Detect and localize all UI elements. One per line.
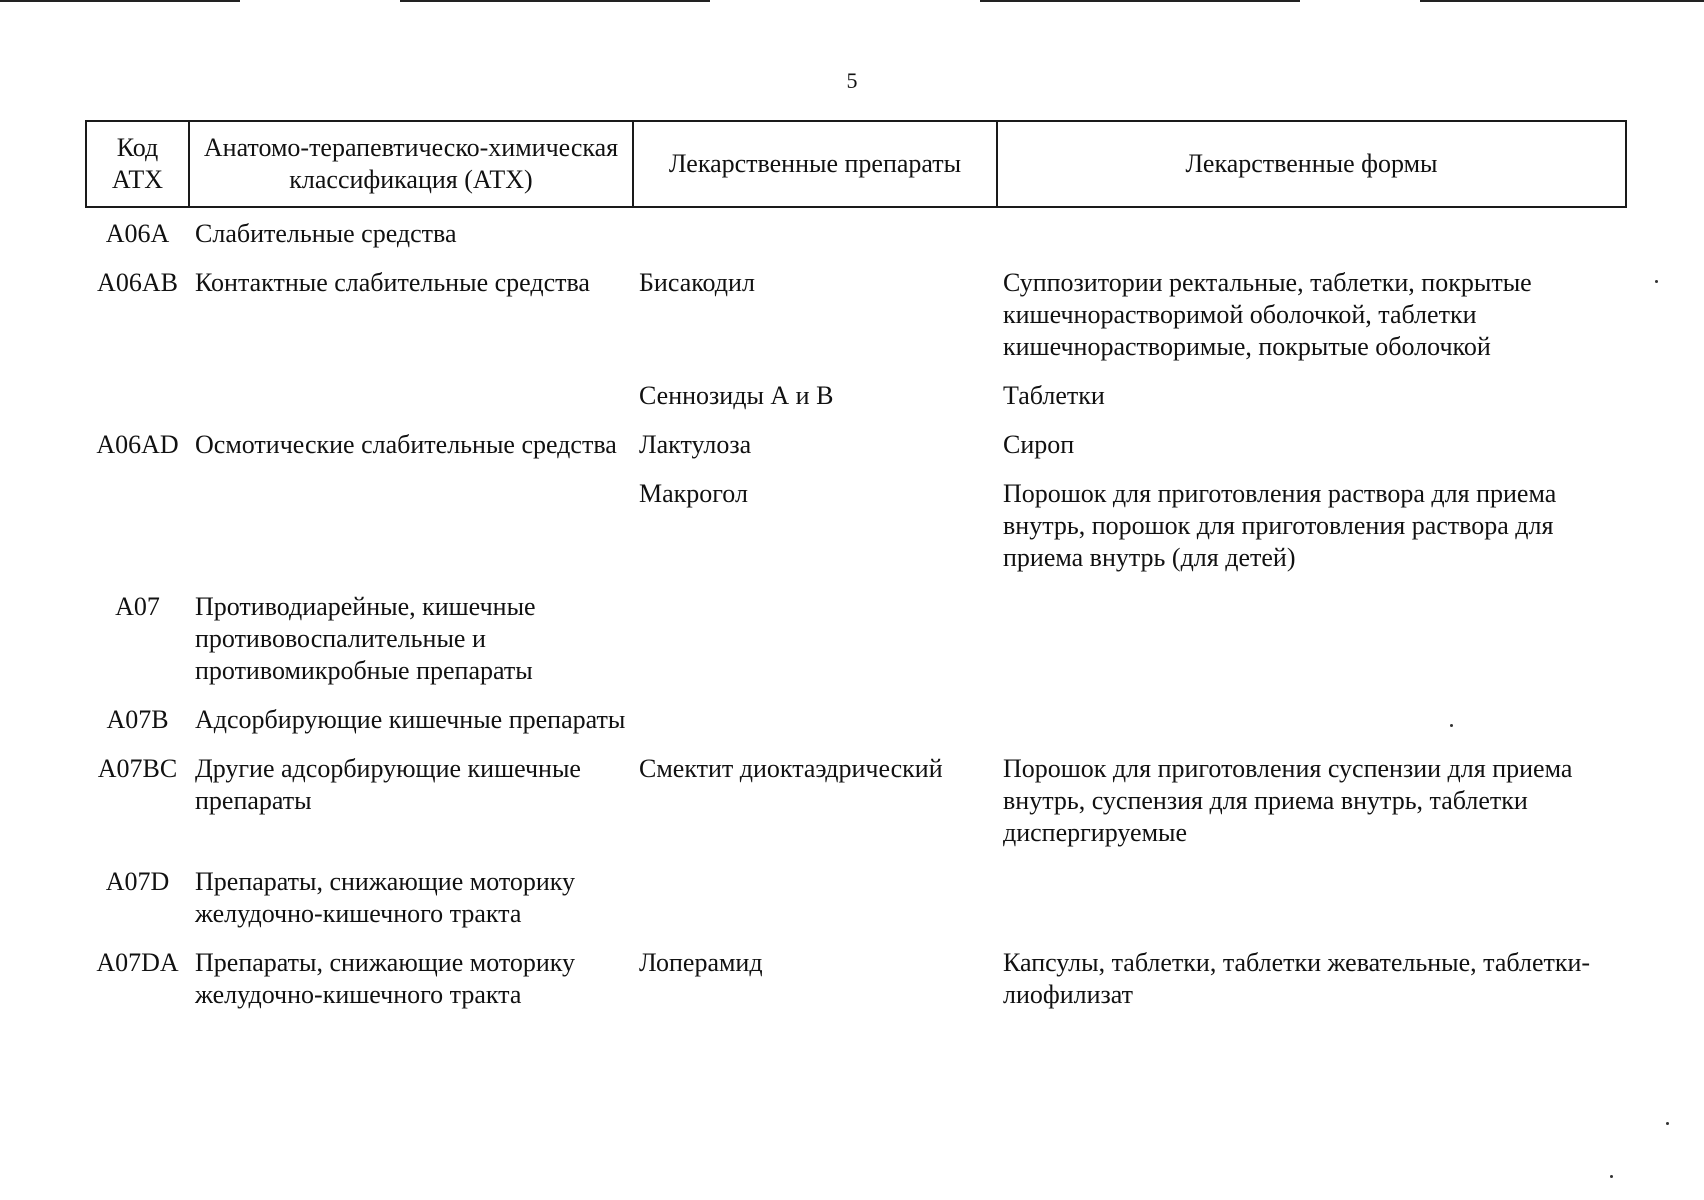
table-row (86, 866, 1626, 947)
cell-form (997, 207, 1626, 267)
cell-drug: Бисакодил (639, 268, 755, 297)
cell-classification: Препараты, снижающие моторику желудочно-кишечного тракта (195, 867, 576, 928)
cell-classification (189, 380, 633, 429)
atx-table (85, 120, 1627, 1028)
scan-speck (1655, 280, 1658, 283)
cell-code: A07DA (96, 948, 179, 977)
cell-form (997, 704, 1626, 753)
header-code: Код АТХ (86, 121, 189, 207)
cell-drug (633, 207, 997, 267)
scan-top-rule (0, 0, 240, 2)
cell-drug: Сеннозиды А и В (639, 381, 834, 410)
cell-classification (189, 478, 633, 591)
cell-code (86, 478, 189, 591)
scan-speck (1610, 1175, 1613, 1178)
cell-drug: Смектит диоктаэдрический (639, 754, 943, 783)
cell-form: Порошок для приготовления суспензии для приема внутрь, суспензия для приема внутрь, таблетки диспергируемые (1003, 754, 1573, 847)
scan-speck (1666, 1122, 1669, 1125)
cell-code: A06AB (97, 268, 178, 297)
cell-drug (633, 866, 997, 947)
table-row (86, 207, 1626, 267)
table-row (86, 478, 1626, 591)
table-row (86, 267, 1626, 380)
header-drugs: Лекарственные препараты (633, 121, 997, 207)
cell-form (997, 591, 1626, 704)
cell-drug (633, 704, 997, 753)
table-row (86, 753, 1626, 866)
table-row (86, 380, 1626, 429)
cell-code: A07 (115, 592, 160, 621)
cell-drug: Макрогол (639, 479, 748, 508)
cell-code: A07BC (97, 754, 178, 783)
cell-form (997, 866, 1626, 947)
cell-code (86, 380, 189, 429)
cell-form: Суппозитории ректальные, таблетки, покрытые кишечнорастворимой оболочкой, таблетки кишечнорастворимые, покрытые оболочкой (1003, 268, 1532, 361)
header-forms: Лекарственные формы (997, 121, 1626, 207)
cell-classification: Слабительные средства (195, 219, 457, 248)
cell-classification: Противодиарейные, кишечные противовоспалительные и противомикробные препараты (195, 592, 536, 685)
cell-form: Сироп (1003, 430, 1075, 459)
cell-classification: Другие адсорбирующие кишечные препараты (195, 754, 581, 815)
cell-form: Таблетки (1003, 381, 1105, 410)
cell-classification: Осмотические слабительные средства (195, 430, 617, 459)
header-classification: Анатомо-терапевтическо-химическая классификация (АТХ) (189, 121, 633, 207)
cell-classification: Адсорбирующие кишечные препараты (195, 705, 626, 734)
cell-classification: Контактные слабительные средства (195, 268, 590, 297)
cell-drug: Лоперамид (639, 948, 763, 977)
table-row (86, 947, 1626, 1028)
cell-drug: Лактулоза (639, 430, 752, 459)
table-row (86, 704, 1626, 753)
cell-classification: Препараты, снижающие моторику желудочно-кишечного тракта (195, 948, 576, 1009)
scan-top-rule (1420, 0, 1704, 2)
cell-code: A07B (106, 705, 169, 734)
cell-drug (633, 591, 997, 704)
cell-form: Порошок для приготовления раствора для приема внутрь, порошок для приготовления раствора для приема внутрь (для детей) (1003, 479, 1557, 572)
page-number: 5 (846, 68, 858, 93)
cell-code: A06AD (96, 430, 179, 459)
cell-code: A07D (105, 867, 170, 896)
table-row (86, 591, 1626, 704)
scan-top-rule (980, 0, 1300, 2)
cell-form: Капсулы, таблетки, таблетки жевательные, таблетки-лиофилизат (1003, 948, 1591, 1009)
table-header-row (86, 121, 1626, 207)
table-row (86, 429, 1626, 478)
cell-code: A06A (105, 219, 170, 248)
scan-top-rule (400, 0, 710, 2)
